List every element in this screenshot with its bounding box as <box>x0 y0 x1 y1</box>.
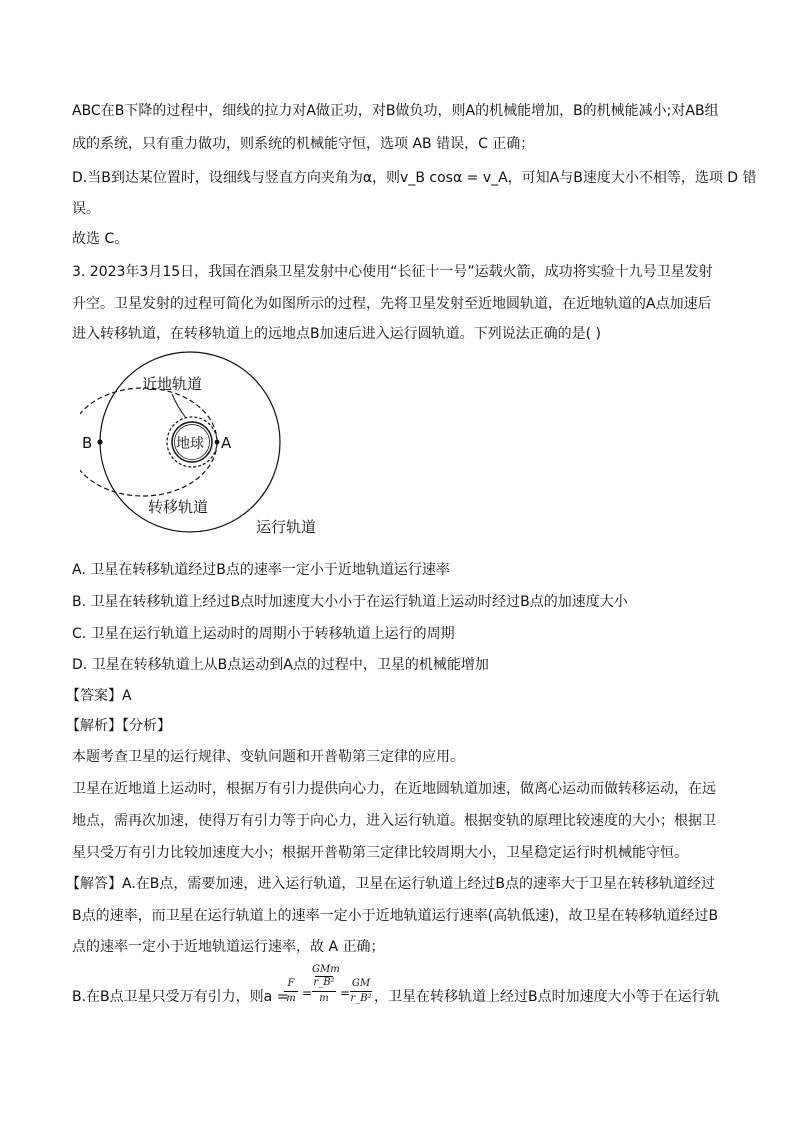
formula-line: B.在B点卫星只受万有引力，则a = F m = GMm r_B² m = GM r_B² ，卫星在转移轨道上经过B点时加速度大小等于在运行轨 <box>72 964 720 1005</box>
point-B <box>97 439 102 444</box>
point-A <box>215 440 220 445</box>
analysis-text: 卫星在近地道上运动时，根据万有引力提供向心力，在近地圆轨道加速，做离心运动而做转移运动，在远 <box>72 781 716 797</box>
fraction-f-over-m: F m <box>284 978 298 1005</box>
option-d[interactable]: D. 卫星在转移轨道上从B点运动到A点的过程中，卫星的机械能增加 <box>72 657 489 673</box>
analysis-heading: 【解析】【分析】 <box>66 718 171 734</box>
label-near-orbit: 近地轨道 <box>142 375 203 393</box>
option-b[interactable]: B. 卫星在转移轨道上经过B点时加速度大小小于在运行轨道上运动时经过B点的加速度大小 <box>72 594 628 610</box>
analysis-text: 本题考查卫星的运行规律、变轨问题和开普勒第三定律的应用。 <box>72 749 464 765</box>
question-3-stem: 3. 2023年3月15日，我国在酒泉卫星发射中心使用“长征十一号”运载火箭，成功将实验十九号卫星发射 <box>72 264 713 280</box>
label-B: B <box>82 434 93 452</box>
label-running-orbit: 运行轨道 <box>256 518 317 536</box>
text-line: 成的系统，只有重力做功，则系统的机械能守恒，选项 AB 错误，C 正确； <box>72 136 535 152</box>
formula-suffix: ，卫星在转移轨道上经过B点时加速度大小等于在运行轨 <box>374 989 720 1005</box>
question-3-stem: 升空。卫星发射的过程可简化为如图所示的过程，先将卫星发射至近地圆轨道，在近地轨道的A点加速后 <box>72 296 712 312</box>
solution-text: 点的速率一定小于近地轨道运行速率，故 A 正确； <box>72 939 385 955</box>
solution-text: B点的速率，而卫星在运行轨道上的速率一定小于近地轨道运行速率(高轨低速)，故卫星在转移轨道经过B <box>72 908 719 924</box>
text-line: 误。 <box>72 201 100 217</box>
option-a[interactable]: A. 卫星在转移轨道经过B点的速率一定小于近地轨道运行速率 <box>72 562 450 578</box>
label-earth: 地球 <box>176 436 204 452</box>
text-line: ABC在B下降的过程中，细线的拉力对A做正功，对B做负功，则A的机械能增加，B的机械能减小;对AB组 <box>72 103 719 119</box>
label-A: A <box>221 434 232 452</box>
question-3-stem: 进入转移轨道，在转移轨道上的远地点B加速后进入运行圆轨道。下列说法正确的是( ) <box>72 326 601 342</box>
text-line: 故选 C。 <box>72 231 129 247</box>
analysis-text: 地点，需再次加速，使得万有引力等于向心力，进入运行轨道。根据变轨的原理比较速度的大小；根据卫 <box>72 813 716 829</box>
option-c[interactable]: C. 卫星在运行轨道上运动时的周期小于转移轨道上运行的周期 <box>72 626 455 642</box>
orbit-diagram <box>80 350 350 545</box>
text-line: D.当B到达某位置时，设细线与竖直方向夹角为α，则v_B cosα = v_A，可知A与B速度大小不相等，选项 D 错 <box>72 170 757 186</box>
answer-line: 【答案】A <box>66 688 132 704</box>
fraction-gmm-over-m: GMm r_B² m <box>312 964 340 1004</box>
formula-prefix: B.在B点卫星只受万有引力，则a = <box>72 989 289 1005</box>
solution-text: 【解答】A.在B点，需要加速，进入运行轨道，卫星在运行轨道上经过B点的速率大于卫星在转移轨道经过 <box>66 876 715 892</box>
label-transfer-orbit: 转移轨道 <box>148 498 209 516</box>
fraction-gm-over-r2: GM r_B² <box>350 978 372 1004</box>
analysis-text: 星只受万有引力比较加速度大小；根据开普勒第三定律比较周期大小，卫星稳定运行时机械能守恒。 <box>72 845 688 861</box>
